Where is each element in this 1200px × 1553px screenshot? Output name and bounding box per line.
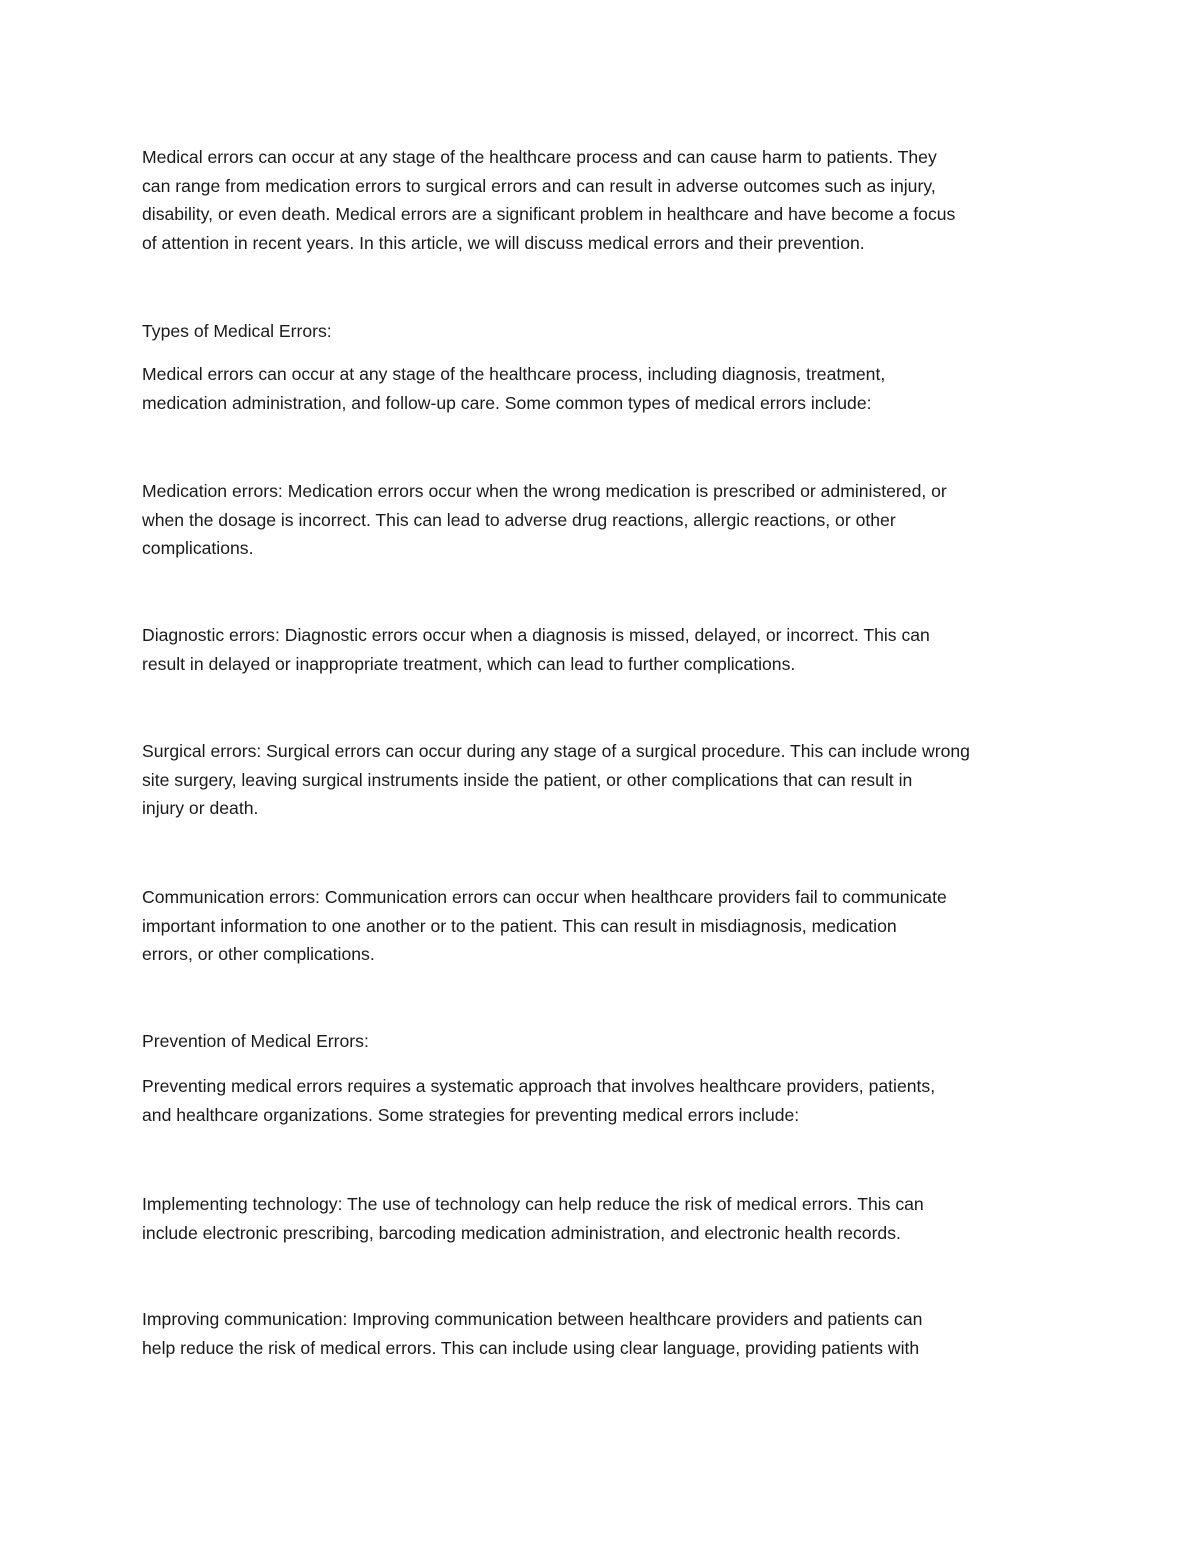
prevention-heading: Prevention of Medical Errors: (142, 1031, 369, 1051)
medication-errors-paragraph: Medication errors: Medication errors occur when the wrong medication is prescribed or administered, or when the dosage is incorrect. This can lead to adverse drug reactions, allergic reactions, or other complications. (142, 481, 947, 559)
communication-errors-paragraph: Communication errors: Communication errors can occur when healthcare providers fail to communicate important information to one another or to the patient. This can result in misdiagnosis, medication errors, or other complications. (142, 887, 947, 965)
types-heading: Types of Medical Errors: (142, 321, 332, 341)
prevention-intro-paragraph: Preventing medical errors requires a systematic approach that involves healthcare providers, patients, and healthcare organizations. Some strategies for preventing medical errors include: (142, 1076, 936, 1125)
diagnostic-errors-paragraph: Diagnostic errors: Diagnostic errors occur when a diagnosis is missed, delayed, or incorrect. This can result in delayed or inappropriate treatment, which can lead to further complications. (142, 625, 930, 674)
implementing-technology-paragraph: Implementing technology: The use of technology can help reduce the risk of medical errors. This can include electronic prescribing, barcoding medication administration, and electronic health records. (142, 1194, 924, 1243)
improving-communication-paragraph: Improving communication: Improving communication between healthcare providers and patients can help reduce the risk of medical errors. This can include using clear language, providing patients with (142, 1309, 923, 1358)
surgical-errors-paragraph: Surgical errors: Surgical errors can occur during any stage of a surgical procedure. This can include wrong site surgery, leaving surgical instruments inside the patient, or other complications that can result in injury or death. (142, 741, 970, 819)
intro-paragraph: Medical errors can occur at any stage of the healthcare process and can cause harm to patients. They can range from medication errors to surgical errors and can result in adverse outcomes such as injury, disability, or even death. Medical errors are a significant problem in healthcare and have become a focus of attention in recent years. In this article, we will discuss medical errors and their prevention. (142, 147, 956, 254)
types-intro-paragraph: Medical errors can occur at any stage of the healthcare process, including diagnosis, treatment, medication administration, and follow-up care. Some common types of medical errors include: (142, 364, 886, 413)
